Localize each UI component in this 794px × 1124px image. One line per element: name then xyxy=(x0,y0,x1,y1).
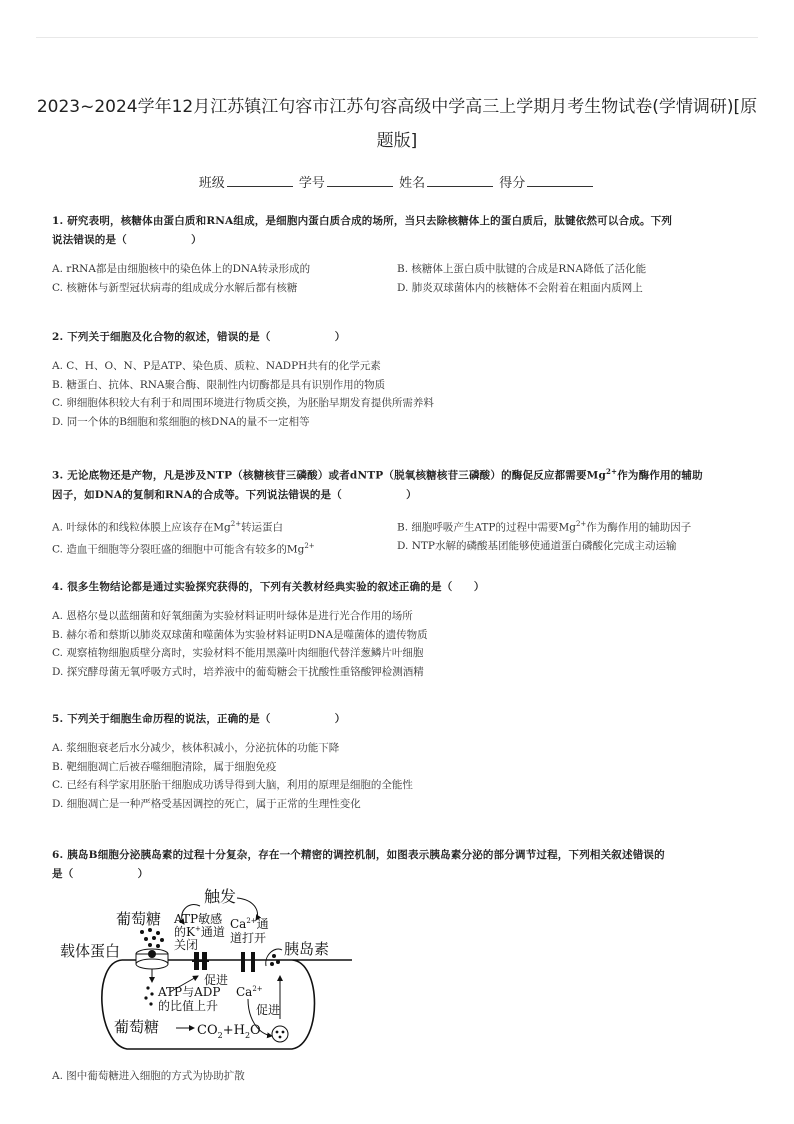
superscript: 2+ xyxy=(575,519,587,528)
id-blank[interactable] xyxy=(327,173,393,187)
insulin-label: 胰岛素 xyxy=(284,940,330,958)
score-blank[interactable] xyxy=(527,173,593,187)
question-6-stem xyxy=(52,846,742,884)
option-b-text-1: B. 细胞呼吸产生ATP的过程中需要Mg xyxy=(397,521,576,533)
question-2-options xyxy=(52,357,742,431)
insulin-secretion-diagram xyxy=(52,884,352,1064)
question-1 xyxy=(52,212,742,297)
option-d[interactable]: D. 同一个体的B细胞和浆细胞的核DNA的量不一定相等 xyxy=(52,415,310,428)
carrier-protein xyxy=(136,949,168,969)
option-c[interactable]: C. 核糖体与新型冠状病毒的组成成分水解后都有核糖 xyxy=(52,281,298,294)
superscript: 2+ xyxy=(304,541,315,550)
question-4 xyxy=(52,578,742,681)
header-rule xyxy=(36,37,758,38)
glucose-inside-label: 葡萄糖 xyxy=(114,1018,160,1036)
option-c[interactable]: C. 卵细胞体积较大有利于和周围环境进行物质交换，为胚胎早期发育提供所需养料 xyxy=(52,397,434,409)
question-4-options xyxy=(52,607,742,681)
question-2-stem: 2. 下列关于细胞及化合物的叙述，错误的是（ ） xyxy=(52,331,346,343)
ca-ion-label: $Ca^{2+}$ xyxy=(236,985,263,999)
option-d[interactable]: D. 探究酵母菌无氧呼吸方式时，培养液中的葡萄糖会干扰酸性重铬酸钾检测酒精 xyxy=(52,665,424,678)
option-a[interactable]: A. 恩格尔曼以蓝细菌和好氧细菌为实验材料证明叶绿体是进行光合作用的场所 xyxy=(52,610,413,622)
option-a-text-2: 转运蛋白 xyxy=(241,521,284,533)
option-a[interactable] xyxy=(52,515,397,537)
question-2 xyxy=(52,328,742,431)
respiration-product-label: $CO_2+H_2O$ xyxy=(197,1023,261,1040)
id-label: 学号 xyxy=(298,176,325,191)
option-c[interactable]: C. 观察植物细胞质壁分离时，实验材料不能用黑藻叶肉细胞代替洋葱鳞片叶细胞 xyxy=(52,647,424,659)
question-1-stem-line-1: 1. 研究表明，核糖体由蛋白质和RNA组成，是细胞内蛋白质合成的场所，当只去除核糖体上的蛋白质后，肽键依然可以合成。下列 xyxy=(52,215,673,227)
question-5-options xyxy=(52,739,742,813)
atp-adp-label-1: ATP与ADP xyxy=(158,985,221,999)
option-b[interactable]: B. 糖蛋白、抗体、RNA聚合酶、限制性内切酶都是具有识别作用的物质 xyxy=(52,378,386,391)
option-b-text-2: 作为酶作用的辅助因子 xyxy=(586,521,692,533)
option-c[interactable]: C. 已经有科学家用胚胎干细胞成功诱导得到大脑，利用的原理是细胞的全能性 xyxy=(52,779,413,791)
atp-k-channel-label-3: 关闭 xyxy=(174,938,199,952)
question-6-stem-line-1: 6. 胰岛B细胞分泌胰岛素的过程十分复杂，存在一个精密的调控机制，如图表示胰岛素分泌的部分调节过程，下列相关叙述错误的 xyxy=(52,849,665,861)
question-4-stem: 4. 很多生物结论都是通过实验探究获得的，下列有关教材经典实验的叙述正确的是（ ） xyxy=(52,581,485,593)
question-3-options xyxy=(52,515,742,559)
class-label: 班级 xyxy=(198,176,225,191)
option-b[interactable]: B. 核糖体上蛋白质中肽键的合成是RNA降低了活化能 xyxy=(397,263,647,275)
page-title xyxy=(30,90,764,158)
promote-label-2: 促进 xyxy=(256,1003,281,1017)
option-b[interactable]: B. 靶细胞凋亡后被吞噬细胞清除，属于细胞免疫 xyxy=(52,760,277,773)
option-d[interactable]: D. 肺炎双球菌体内的核糖体不会附着在粗面内质网上 xyxy=(397,281,643,294)
option-a[interactable]: A. rRNA都是由细胞核中的染色体上的DNA转录形成的 xyxy=(52,263,311,275)
option-d[interactable]: D. NTP水解的磷酸基团能够使通道蛋白磷酸化完成主动运输 xyxy=(397,539,677,552)
option-c[interactable] xyxy=(52,537,397,559)
name-blank[interactable] xyxy=(427,173,493,187)
question-1-stem-line-2: 说法错误的是（ ） xyxy=(52,234,202,246)
title-line-2: 题版] xyxy=(376,131,418,151)
question-3-stem xyxy=(52,462,742,505)
option-b[interactable]: B. 赫尔希和蔡斯以肺炎双球菌和噬菌体为实验材料证明DNA是噬菌体的遗传物质 xyxy=(52,628,428,641)
question-6-option-a[interactable]: A. 图中葡萄糖进入细胞的方式为协助扩散 xyxy=(52,1070,245,1082)
question-5 xyxy=(52,710,742,813)
superscript: 2+ xyxy=(230,519,242,528)
insulin-vesicle xyxy=(272,1026,288,1042)
question-6 xyxy=(52,846,742,884)
option-a[interactable]: A. 浆细胞衰老后水分减少，核体积减小，分泌抗体的功能下降 xyxy=(52,742,340,754)
option-a-text-1: A. 叶绿体的和线粒体膜上应该存在Mg xyxy=(52,521,231,533)
class-blank[interactable] xyxy=(227,173,293,187)
question-5-stem: 5. 下列关于细胞生命历程的说法，正确的是（ ） xyxy=(52,713,346,725)
option-d[interactable]: D. 细胞凋亡是一种严格受基因调控的死亡，属于正常的生理性变化 xyxy=(52,797,361,810)
atp-k-channel-label-2: 的K+通道 xyxy=(174,925,225,939)
title-line-1: 2023~2024学年12月江苏镇江句容市江苏句容高级中学高三上学期月考生物试卷(学情调研)[原 xyxy=(36,97,758,117)
option-b[interactable] xyxy=(397,515,742,537)
question-3-stem-line-2: 因子，如DNA的复制和RNA的合成等。下列说法错误的是（ ） xyxy=(52,488,417,501)
atp-k-channel-label-1: ATP敏感 xyxy=(174,912,223,926)
option-c-text: C. 造血干细胞等分裂旺盛的细胞中可能含有较多的Mg xyxy=(52,543,305,555)
question-3 xyxy=(52,462,742,559)
insulin-granules xyxy=(266,949,282,966)
atp-adp-label-2: 的比值上升 xyxy=(158,999,219,1013)
ca-channel-label-2: 道打开 xyxy=(230,931,267,945)
k-channel-closed xyxy=(192,952,209,970)
carrier-protein-label: 载体蛋白 xyxy=(60,942,121,960)
superscript: 2+ xyxy=(606,467,618,476)
ca-channel-label-1: $Ca^{2+}$通 xyxy=(230,917,269,931)
option-a[interactable]: A. C、H、O、N、P是ATP、染色质、质粒、NADPH共有的化学元素 xyxy=(52,360,381,372)
trigger-label: 触发 xyxy=(204,887,237,906)
name-label: 姓名 xyxy=(399,176,426,191)
ca-channel-open xyxy=(241,952,255,972)
question-6-stem-line-2: 是（ ） xyxy=(52,868,149,880)
score-label: 得分 xyxy=(499,176,526,191)
question-1-options xyxy=(52,260,742,297)
student-info-row xyxy=(0,172,794,191)
stem-text-b: 作为酶作用的辅助 xyxy=(617,469,703,482)
glucose-molecules xyxy=(140,928,164,948)
glucose-outside-label: 葡萄糖 xyxy=(116,910,162,928)
question-1-stem xyxy=(52,212,742,250)
promote-label-1: 促进 xyxy=(204,973,229,987)
question-3-stem-line-1 xyxy=(52,462,742,486)
stem-text-a: 3. 无论底物还是产物，凡是涉及NTP（核糖核苷三磷酸）或者dNTP（脱氧核糖核苷三磷酸）的酶促反应都需要Mg xyxy=(52,469,607,482)
glucose-inside-dots xyxy=(144,986,153,1005)
